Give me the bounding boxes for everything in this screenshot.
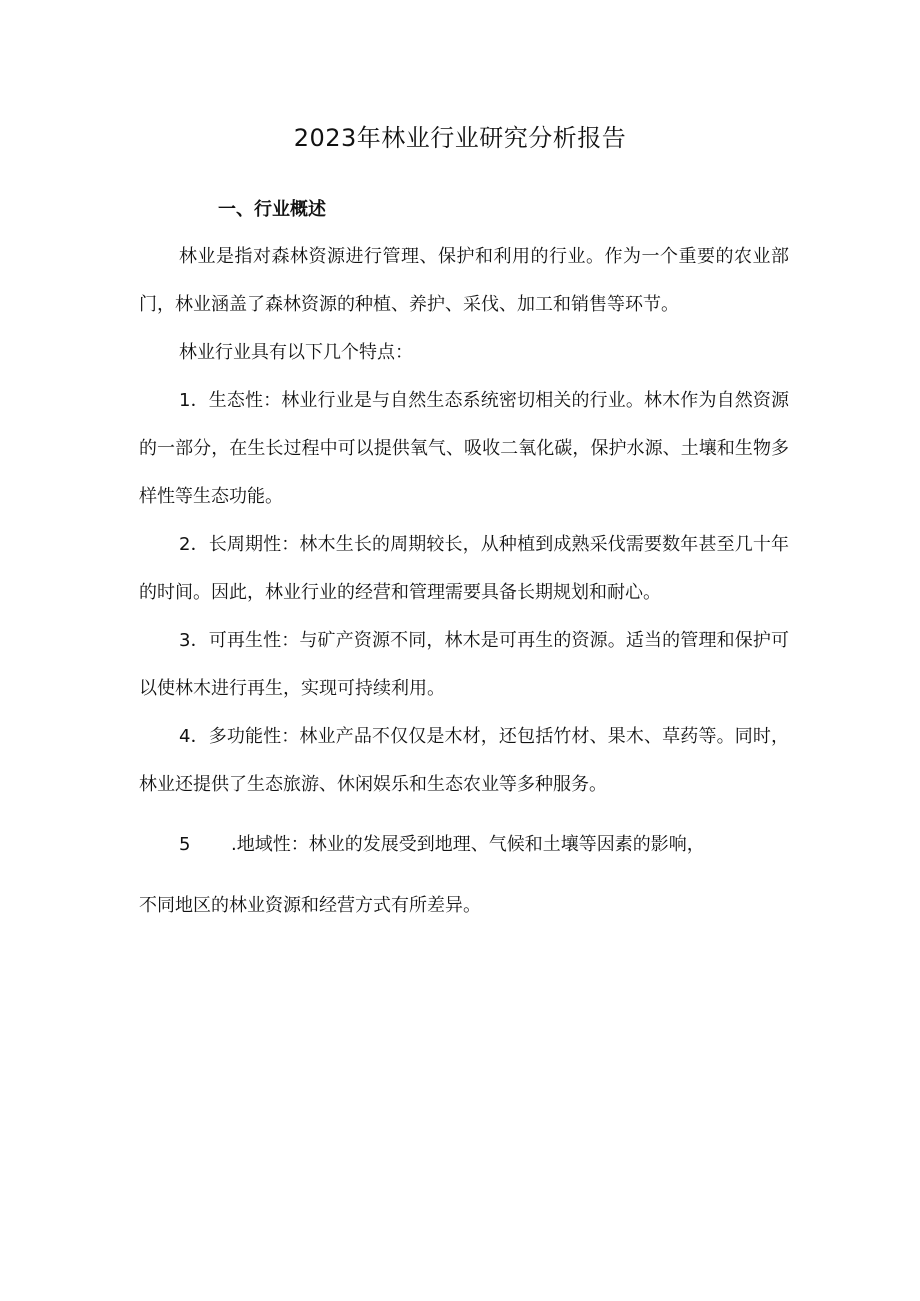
paragraph-item-4: 4．多功能性：林业产品不仅仅是木材，还包括竹材、果木、草药等。同时，林业还提供了生态旅游、休闲娱乐和生态农业等多种服务。 (139, 726, 789, 795)
paragraph-item-2: 2．长周期性：林木生长的周期较长，从种植到成熟采伐需要数年甚至几十年的时间。因此，林业行业的经营和管理需要具备长期规划和耐心。 (139, 534, 789, 603)
item-5-number: 5 (179, 834, 191, 855)
section-heading: 一、行业概述 (218, 199, 326, 220)
document-title: 2023年林业行业研究分析报告 (293, 124, 627, 152)
paragraph-item-3: 3．可再生性：与矿产资源不同，林木是可再生的资源。适当的管理和保护可以使林木进行再生，实现可持续利用。 (139, 630, 789, 699)
paragraph-features-lead: 林业行业具有以下几个特点： (179, 342, 413, 363)
item-5-text: .地域性：林业的发展受到地理、气候和土壤等因素的影响， (231, 834, 705, 855)
paragraph-item-1: 1．生态性：林业行业是与自然生态系统密切相关的行业。林木作为自然资源的一部分，在生长过程中可以提供氧气、吸收二氧化碳，保护水源、土壤和生物多样性等生态功能。 (139, 390, 789, 507)
paragraph-intro: 林业是指对森林资源进行管理、保护和利用的行业。作为一个重要的农业部门，林业涵盖了森林资源的种植、养护、采伐、加工和销售等环节。 (139, 246, 789, 315)
paragraph-item-5-line1 (179, 821, 705, 869)
paragraph-item-5-line2: 不同地区的林业资源和经营方式有所差异。 (139, 895, 481, 916)
